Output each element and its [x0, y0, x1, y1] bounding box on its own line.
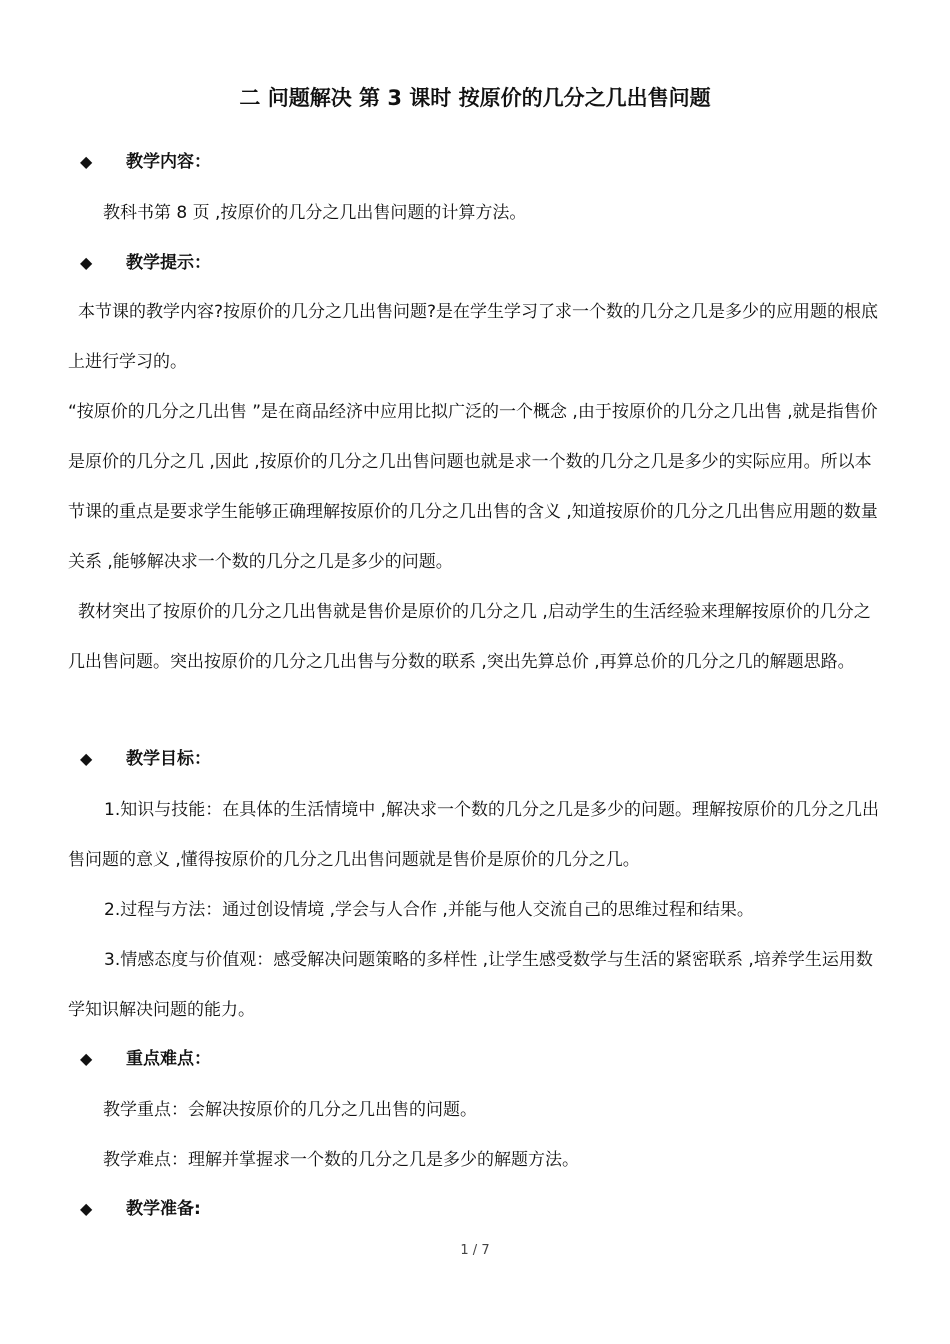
tips-paragraph-2: “按原价的几分之几出售 ”是在商品经济中应用比拟广泛的一个概念 ,由于按原价的几分之几出售 ,就是指售价是原价的几分之几 ,因此 ,按原价的几分之几出售问题也就是求一个数的几分之几是多少的实际应用。所以本节课的重点是要求学生能够正确理解按原价的几分之几出售的含义 ,知道按原价的几分之几出售应用题的数量关系 ,能够解决求一个数的几分之几是多少的问题。 [68, 402, 878, 572]
key-point-text: 教学重点：会解决按原价的几分之几出售的问题。 [103, 1100, 477, 1120]
page-number: 1 / 7 [460, 1243, 490, 1258]
section-heading-prep [80, 1194, 201, 1224]
difficulty-text: 教学难点：理解并掌握求一个数的几分之几是多少的解题方法。 [103, 1150, 579, 1170]
section-heading-label: 教学目标： [126, 749, 211, 769]
section-heading-keypoints [80, 1044, 211, 1074]
tips-paragraph-3: 教材突出了按原价的几分之几出售就是售价是原价的几分之几 ,启动学生的生活经验来理解按原价的几分之几出售问题。突出按原价的几分之几出售与分数的联系 ,突出先算总价 ,再算总价的几分之几的解题思路。 [68, 602, 871, 672]
section-heading-label: 教学提示： [126, 253, 211, 273]
section-heading-tips [80, 248, 211, 278]
section-heading-goals [80, 744, 211, 774]
goal-item-1: 1.知识与技能：在具体的生活情境中 ,解决求一个数的几分之几是多少的问题。理解按原价的几分之几出售问题的意义 ,懂得按原价的几分之几出售问题就是售价是原价的几分之几。 [68, 800, 880, 870]
diamond-bullet-icon: ◆ [80, 253, 93, 272]
section-heading-label: 教学内容： [126, 152, 211, 172]
section-heading-content [80, 147, 211, 177]
goal-item-2: 2.过程与方法：通过创设情境 ,学会与人合作 ,并能与他人交流自己的思维过程和结果。 [104, 900, 754, 920]
content-text: 教科书第 8 页 ,按原价的几分之几出售问题的计算方法。 [103, 203, 527, 223]
section-heading-label: 重点难点： [126, 1049, 211, 1069]
document-title: 二 问题解决 第 3 课时 按原价的几分之几出售问题 [239, 86, 711, 110]
diamond-bullet-icon: ◆ [80, 152, 93, 171]
diamond-bullet-icon: ◆ [80, 749, 93, 768]
diamond-bullet-icon: ◆ [80, 1049, 93, 1068]
diamond-bullet-icon: ◆ [80, 1199, 93, 1218]
goal-item-3: 3.情感态度与价值观：感受解决问题策略的多样性 ,让学生感受数学与生活的紧密联系 ,培养学生运用数学知识解决问题的能力。 [68, 950, 873, 1020]
section-heading-label: 教学准备: [126, 1199, 201, 1219]
tips-paragraph-1: 本节课的教学内容?按原价的几分之几出售问题?是在学生学习了求一个数的几分之几是多少的应用题的根底上进行学习的。 [68, 302, 879, 372]
